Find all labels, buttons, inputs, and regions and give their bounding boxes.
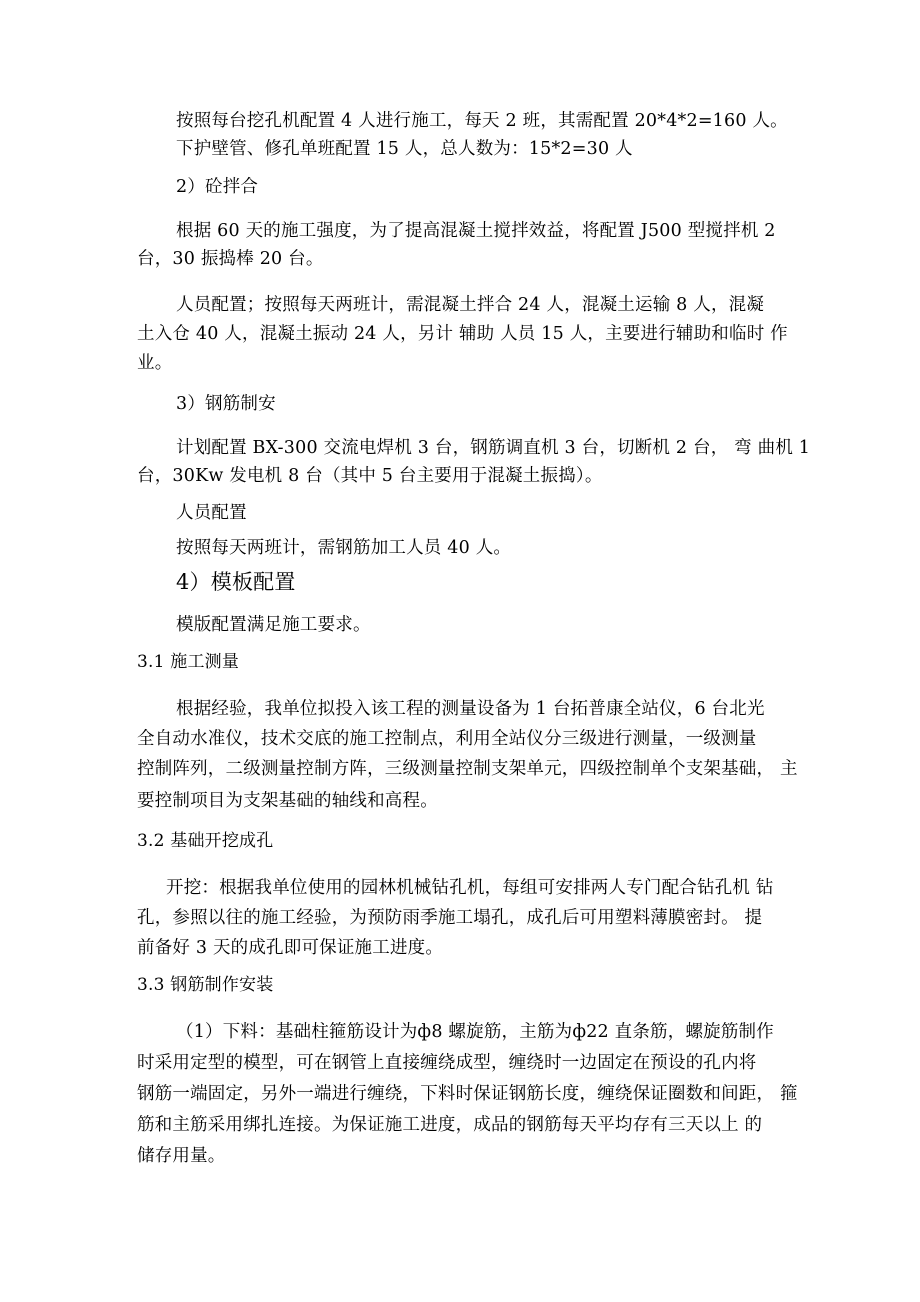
paragraph-line: 前备好 3 天的成孔即可保证施工进度。 <box>137 938 444 958</box>
section-heading: 2）砼拌合 <box>176 177 259 197</box>
section-heading: 4）模板配置 <box>176 570 296 594</box>
paragraph-line: 人员配置；按照每天两班计，需混凝土拌合 24 人，混凝土运输 8 人，混凝 <box>176 295 765 315</box>
paragraph-line: 时采用定型的模型，可在钢管上直接缠绕成型，缠绕时一边固定在预设的孔内将 <box>137 1053 757 1073</box>
paragraph-line: 根据经验，我单位拟投入该工程的测量设备为 1 台拓普康全站仪，6 台北光 <box>176 699 765 719</box>
paragraph-line: 储存用量。 <box>137 1146 226 1166</box>
paragraph-line: 钢筋一端固定，另外一端进行缠绕，下料时保证钢筋长度，缠绕保证圈数和间距， 箍 <box>137 1084 798 1104</box>
paragraph-line: 模版配置满足施工要求。 <box>176 615 371 635</box>
paragraph-line: 要控制项目为支架基础的轴线和高程。 <box>137 791 438 811</box>
paragraph-line: 土入仓 40 人，混凝土振动 24 人，另计 辅助 人员 15 人，主要进行辅助和临时 作 <box>137 324 788 344</box>
paragraph-line: 按照每天两班计，需钢筋加工人员 40 人。 <box>176 538 512 558</box>
paragraph-line: 全自动水准仪，技术交底的施工控制点，利用全站仪分三级进行测量，一级测量 <box>137 729 757 749</box>
paragraph-line: 业。 <box>137 353 173 373</box>
paragraph-line: 开挖：根据我单位使用的园林机械钻孔机，每组可安排两人专门配合钻孔机 钻 <box>166 878 774 898</box>
paragraph-line: 根据 60 天的施工强度，为了提高混凝土搅拌效益，将配置 J500 型搅拌机 2 <box>176 221 776 241</box>
section-heading: 3.3 钢筋制作安装 <box>137 975 274 995</box>
section-heading: 3）钢筋制安 <box>176 394 276 414</box>
section-heading: 3.1 施工测量 <box>137 652 240 672</box>
paragraph-line: 下护壁管、修孔单班配置 15 人，总人数为：15*2=30 人 <box>176 139 633 159</box>
paragraph-line: 控制阵列，二级测量控制方阵，三级测量控制支架单元，四级控制单个支架基础， 主 <box>137 759 798 779</box>
paragraph-line: 按照每台挖孔机配置 4 人进行施工，每天 2 班，其需配置 20*4*2=160 人。 <box>176 111 788 131</box>
paragraph-line: 台，30Kw 发电机 8 台（其中 5 台主要用于混凝土振捣）。 <box>137 466 603 486</box>
paragraph-line: 计划配置 BX-300 交流电焊机 3 台，钢筋调直机 3 台，切断机 2 台， 弯 曲机 1 <box>176 438 811 458</box>
paragraph-line: 孔，参照以往的施工经验，为预防雨季施工塌孔，成孔后可用塑料薄膜密封。 提 <box>137 908 763 928</box>
paragraph-line: 人员配置 <box>176 503 247 523</box>
section-heading: 3.2 基础开挖成孔 <box>137 831 274 851</box>
paragraph-line: （1）下料：基础柱箍筋设计为ф8 螺旋筋，主筋为ф22 直条筋，螺旋筋制作 <box>176 1022 774 1042</box>
paragraph-line: 台，30 振捣棒 20 台。 <box>137 249 324 269</box>
paragraph-line: 筋和主筋采用绑扎连接。为保证施工进度，成品的钢筋每天平均存有三天以上 的 <box>137 1115 763 1135</box>
